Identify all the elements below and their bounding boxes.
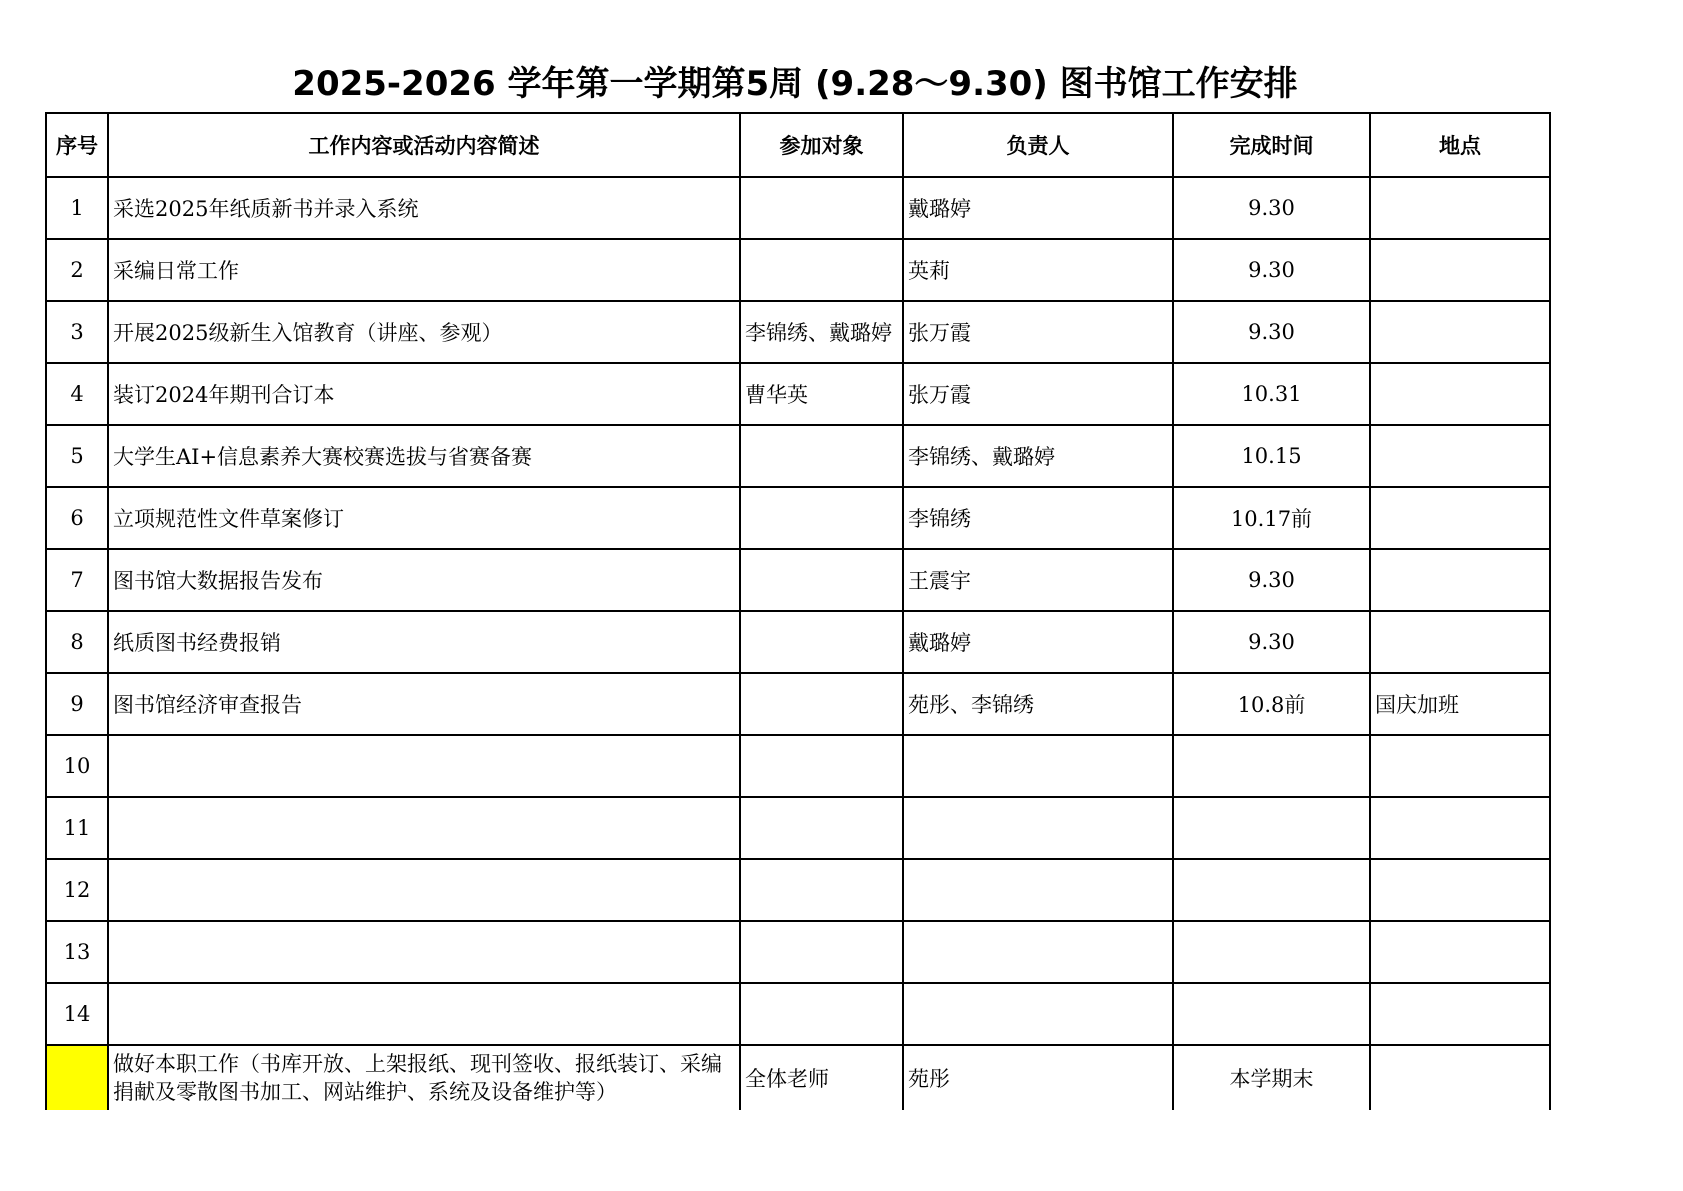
cell-location <box>1370 549 1550 611</box>
cell-participants <box>740 921 903 983</box>
cell-location <box>1370 921 1550 983</box>
cell-deadline: 9.30 <box>1173 301 1370 363</box>
cell-deadline: 10.31 <box>1173 363 1370 425</box>
cell-content: 采编日常工作 <box>108 239 740 301</box>
cell-no: 7 <box>46 549 108 611</box>
table-row <box>46 983 1550 1045</box>
cell-participants <box>740 611 903 673</box>
cell-location: 国庆加班 <box>1370 673 1550 735</box>
cell-deadline <box>1173 797 1370 859</box>
cell-deadline <box>1173 735 1370 797</box>
table-row <box>46 239 1550 301</box>
cell-owner <box>903 983 1173 1045</box>
cell-owner: 戴璐婷 <box>903 177 1173 239</box>
cell-location <box>1370 239 1550 301</box>
cell-participants: 全体老师 <box>740 1045 903 1110</box>
cell-participants <box>740 239 903 301</box>
cell-location <box>1370 363 1550 425</box>
header-participants: 参加对象 <box>740 113 903 177</box>
cell-owner: 李锦绣、戴璐婷 <box>903 425 1173 487</box>
cell-content: 纸质图书经费报销 <box>108 611 740 673</box>
cell-no: 8 <box>46 611 108 673</box>
cell-participants <box>740 673 903 735</box>
cell-content: 大学生AI+信息素养大赛校赛选拔与省赛备赛 <box>108 425 740 487</box>
cell-participants <box>740 797 903 859</box>
cell-owner: 李锦绣 <box>903 487 1173 549</box>
table-row <box>46 673 1550 735</box>
cell-content <box>108 921 740 983</box>
cell-content <box>108 983 740 1045</box>
cell-content <box>108 859 740 921</box>
cell-no: 3 <box>46 301 108 363</box>
cell-no: 1 <box>46 177 108 239</box>
cell-content: 采选2025年纸质新书并录入系统 <box>108 177 740 239</box>
cell-participants: 曹华英 <box>740 363 903 425</box>
cell-location <box>1370 611 1550 673</box>
cell-location <box>1370 425 1550 487</box>
table-row <box>46 177 1550 239</box>
cell-content: 装订2024年期刊合订本 <box>108 363 740 425</box>
cell-owner: 英莉 <box>903 239 1173 301</box>
cell-deadline <box>1173 921 1370 983</box>
highlight-cell <box>46 1045 108 1110</box>
page-title: 2025-2026 学年第一学期第5周 (9.28～9.30) 图书馆工作安排 <box>292 64 1298 104</box>
cell-location <box>1370 983 1550 1045</box>
cell-owner: 戴璐婷 <box>903 611 1173 673</box>
cell-participants <box>740 549 903 611</box>
cell-location <box>1370 301 1550 363</box>
cell-participants <box>740 425 903 487</box>
cell-deadline: 9.30 <box>1173 611 1370 673</box>
cell-owner <box>903 921 1173 983</box>
cell-no: 12 <box>46 859 108 921</box>
table-row-ongoing <box>46 1045 1550 1110</box>
cell-no: 6 <box>46 487 108 549</box>
cell-owner <box>903 735 1173 797</box>
cell-content: 做好本职工作（书库开放、上架报纸、现刊签收、报纸装订、采编捐献及零散图书加工、网站维护、系统及设备维护等） <box>108 1045 740 1110</box>
cell-deadline <box>1173 859 1370 921</box>
cell-content: 图书馆经济审查报告 <box>108 673 740 735</box>
cell-deadline: 9.30 <box>1173 549 1370 611</box>
cell-participants <box>740 487 903 549</box>
cell-deadline: 10.17前 <box>1173 487 1370 549</box>
cell-owner: 苑彤 <box>903 1045 1173 1110</box>
cell-owner: 王震宇 <box>903 549 1173 611</box>
cell-content: 立项规范性文件草案修订 <box>108 487 740 549</box>
table-row <box>46 611 1550 673</box>
cell-content <box>108 735 740 797</box>
cell-no: 4 <box>46 363 108 425</box>
table-row <box>46 797 1550 859</box>
cell-deadline: 10.8前 <box>1173 673 1370 735</box>
cell-no: 14 <box>46 983 108 1045</box>
cell-no: 10 <box>46 735 108 797</box>
cell-deadline: 9.30 <box>1173 239 1370 301</box>
cell-participants: 李锦绣、戴璐婷 <box>740 301 903 363</box>
cell-deadline: 本学期末 <box>1173 1045 1370 1110</box>
header-no: 序号 <box>46 113 108 177</box>
cell-location <box>1370 1045 1550 1110</box>
cell-content: 开展2025级新生入馆教育（讲座、参观） <box>108 301 740 363</box>
cell-location <box>1370 797 1550 859</box>
cell-participants <box>740 177 903 239</box>
cell-location <box>1370 859 1550 921</box>
cell-location <box>1370 177 1550 239</box>
cell-participants <box>740 859 903 921</box>
cell-owner: 张万霞 <box>903 363 1173 425</box>
cell-content: 图书馆大数据报告发布 <box>108 549 740 611</box>
schedule-table <box>45 112 1551 1110</box>
cell-owner: 苑彤、李锦绣 <box>903 673 1173 735</box>
table-row <box>46 301 1550 363</box>
header-owner: 负责人 <box>903 113 1173 177</box>
cell-no: 13 <box>46 921 108 983</box>
table-row <box>46 363 1550 425</box>
header-content: 工作内容或活动内容简述 <box>108 113 740 177</box>
cell-participants <box>740 735 903 797</box>
cell-owner: 张万霞 <box>903 301 1173 363</box>
table-header-row <box>46 113 1550 177</box>
header-deadline: 完成时间 <box>1173 113 1370 177</box>
cell-deadline: 10.15 <box>1173 425 1370 487</box>
table-row <box>46 921 1550 983</box>
table-row <box>46 859 1550 921</box>
cell-no: 2 <box>46 239 108 301</box>
cell-no: 5 <box>46 425 108 487</box>
cell-participants <box>740 983 903 1045</box>
cell-deadline <box>1173 983 1370 1045</box>
cell-location <box>1370 487 1550 549</box>
cell-location <box>1370 735 1550 797</box>
table-row <box>46 425 1550 487</box>
cell-content <box>108 797 740 859</box>
cell-deadline: 9.30 <box>1173 177 1370 239</box>
cell-owner <box>903 859 1173 921</box>
cell-no: 9 <box>46 673 108 735</box>
table-row <box>46 549 1550 611</box>
table-row <box>46 487 1550 549</box>
header-location: 地点 <box>1370 113 1550 177</box>
cell-owner <box>903 797 1173 859</box>
table-row <box>46 735 1550 797</box>
cell-no: 11 <box>46 797 108 859</box>
